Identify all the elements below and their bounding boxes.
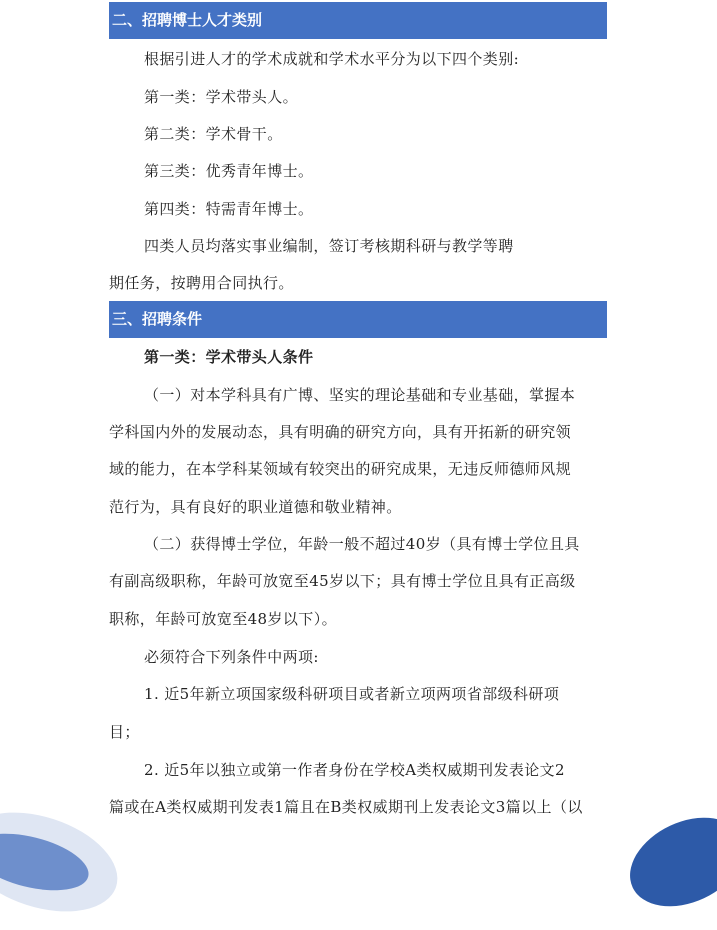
paragraph-line: （一）对本学科具有广博、坚实的理论基础和专业基础，掌握本: [144, 386, 576, 404]
category-item: 第四类：特需青年博士。: [144, 200, 314, 218]
subheading-leader-requirements: 第一类：学术带头人条件: [144, 348, 314, 366]
category-item: 第一类：学术带头人。: [144, 88, 299, 106]
paragraph-line: 范行为，具有良好的职业道德和敬业精神。: [109, 498, 402, 516]
list-item: 1. 近5年新立项国家级科研项目或者新立项两项省部级科研项: [144, 685, 560, 703]
list-item: 篇或在A类权威期刊发表1篇且在B类权威期刊上发表论文3篇以上（以: [109, 798, 583, 816]
section-header-talent-categories: 二、招聘博士人才类别: [109, 2, 607, 39]
list-item: 目；: [109, 723, 140, 741]
category-item: 第三类：优秀青年博士。: [144, 162, 314, 180]
category-item: 第二类：学术骨干。: [144, 125, 283, 143]
paragraph-line: 有副高级职称，年龄可放宽至45岁以下；具有博士学位且具有正高级: [109, 572, 576, 590]
categories-note: 期任务，按聘用合同执行。: [109, 274, 294, 292]
paragraph-line: 职称，年龄可放宽至48岁以下）。: [109, 610, 337, 628]
decorative-wave-right: [616, 800, 717, 923]
section-header-requirements: 三、招聘条件: [109, 301, 607, 338]
paragraph-line: （二）获得博士学位，年龄一般不超过40岁（具有博士学位且具: [144, 535, 580, 553]
paragraph-line: 域的能力，在本学科某领域有较突出的研究成果，无违反师德师风规: [109, 460, 572, 478]
categories-intro: 根据引进人才的学术成就和学术水平分为以下四个类别:: [144, 50, 520, 68]
categories-note: 四类人员均落实事业编制，签订考核期科研与教学等聘: [144, 237, 514, 255]
list-item: 2. 近5年以独立或第一作者身份在学校A类权威期刊发表论文2: [144, 761, 566, 779]
paragraph-line: 学科国内外的发展动态，具有明确的研究方向，具有开拓新的研究领: [109, 423, 572, 441]
must-meet-line: 必须符合下列条件中两项:: [144, 648, 319, 666]
